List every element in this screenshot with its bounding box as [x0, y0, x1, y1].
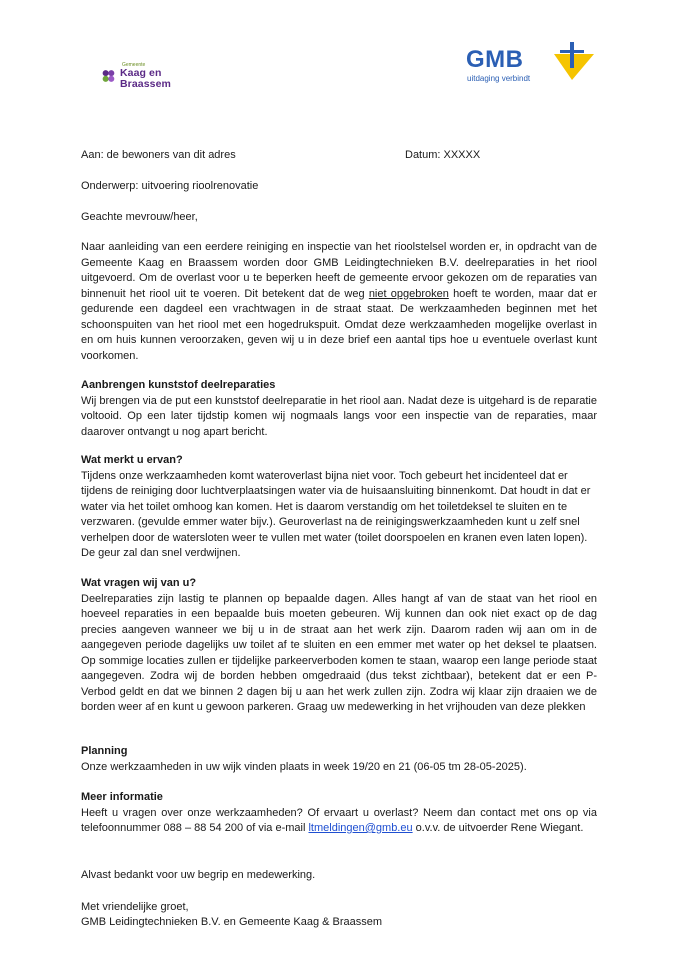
- section-heading: Meer informatie: [81, 791, 163, 803]
- gmb-arrow-icon: [550, 42, 596, 82]
- municipality-logo: [100, 64, 210, 88]
- section-more-info: [81, 790, 597, 837]
- section-body: Onze werkzaamheden in uw wijk vinden plaats in week 19/20 en 21 (06-05 tm 28-05-2025).: [81, 760, 527, 773]
- section-heading: Aanbrengen kunststof deelreparaties: [81, 379, 276, 391]
- municipality-name: Kaag en Braassem: [119, 67, 171, 90]
- thanks-line: Alvast bedankt voor uw begrip en medewerking.: [81, 869, 316, 881]
- section-request: [81, 576, 597, 716]
- intro-paragraph: [81, 240, 597, 364]
- intro-text-1: Naar aanleiding van een eerdere reiniging en inspectie van het rioolstelsel worden er, in opdracht van de Gemeente Kaag en Braassem worden door GMB Leidingtechnieken B.V. deelreparaties in het riool uitgevoerd. Om de overlast voor u te beperken heeft de gemeente ervoor gekozen om de reparaties van binnenuit het riool uit te voeren. Dit betekent dat de weg: [81, 241, 597, 300]
- gmb-tagline: uitdaging verbindt: [467, 74, 531, 83]
- intro-underlined: niet opgebroken: [368, 287, 449, 300]
- section-repairs: [81, 378, 597, 440]
- flower-icon: [100, 67, 117, 85]
- section-heading: Wat merkt u ervan?: [81, 454, 183, 466]
- section-body: Wij brengen via de put een kunststof deelreparatie in het riool aan. Nadat deze is uitgehard is de reparatie voltooid. Op een later tijdstip komen wij nogmaals langs voor een inspectie van de reparaties, maar daarover ontvangt u nog apart bericht.: [81, 394, 597, 438]
- section-impact: [81, 453, 597, 562]
- intro-text-2: hoeft te worden, maar dat er gedurende een dagdeel een vrachtwagen in de straat staat. De werkzaamheden beginnen met het schoonspuiten van het riool met een hogedrukspuit. Omdat deze werkzaamheden mogelijke overlast in en om huis kunnen veroorzaken, geven wij u in deze brief een aantal tips hoe u eventuele overlast kunt voorkomen.: [81, 287, 597, 362]
- signature-line: GMB Leidingtechnieken B.V. en Gemeente Kaag & Braassem: [81, 916, 383, 928]
- more-info-text-1: Heeft u vragen over onze werkzaamheden? Of ervaart u overlast? Neem dan contact met ons op via telefoonnummer 088 – 88 54 200 of via e-mail: [81, 806, 597, 834]
- recipient-line: Aan: de bewoners van dit adres: [81, 149, 236, 161]
- gmb-logo: [466, 42, 606, 88]
- section-heading: Wat vragen wij van u?: [81, 577, 197, 589]
- section-body: Tijdens onze werkzaamheden komt wateroverlast bijna niet voor. Toch gebeurt het incidenteel dat er tijdens de reiniging door luchtverplaatsingen water via de huisaansluiting binnenkomt. Dat houdt in dat er water via het toilet omhoog kan komen. Het is daarom verstandig om het toiletdeksel te sluiten en te verzwaren. (gevulde emmer water bijv.). Geuroverlast na de reinigingswerkzaamheden kunt u zelf snel verhelpen door de watersloten weer te vullen met water (toilet doorspoelen en kranen even laten lopen). De geur zal dan snel verdwijnen.: [81, 469, 591, 559]
- salutation: Geachte mevrouw/heer,: [81, 211, 198, 223]
- municipality-small-label: Gemeente: [121, 62, 146, 68]
- more-info-text-2: o.v.v. de uitvoerder Rene Wiegant.: [412, 822, 584, 834]
- section-body: Deelreparaties zijn lastig te plannen op bepaalde dagen. Alles hangt af van de staat van het riool en hoeveel reparaties in een bepaalde buis moeten gebeuren. Wij kunnen dan ook niet exact op de dag precies aangeven wanneer we bij u in de straat aan het werk zijn. Daarom raden wij aan om in de aangegeven periode dagelijks uw toilet af te sluiten en een emmer met water op het deksel te plaatsen. Op sommige locaties zullen er tijdelijke parkeerverboden komen te staan, waarop een lange periode staat aangegeven. Zodra wij de borden hebben omgedraaid (dus tekst zichtbaar), betekent dat er een P-Verbod geldt en dat we binnen 2 dagen bij u aan het werk zullen zijn. Zodra wij klaar zijn draaien we de borden weer af en kunt u gewoon parkeren. Graag uw medewerking in het vrijhouden van deze plekken: [81, 592, 597, 713]
- email-link[interactable]: ltmeldingen@gmb.eu: [308, 822, 413, 834]
- section-heading: Planning: [81, 745, 128, 757]
- gmb-wordmark: GMB: [466, 46, 524, 73]
- section-planning: [81, 744, 597, 775]
- greeting-line: Met vriendelijke groet,: [81, 901, 189, 913]
- subject-line: Onderwerp: uitvoering rioolrenovatie: [81, 180, 259, 192]
- date-line: Datum: XXXXX: [405, 149, 481, 161]
